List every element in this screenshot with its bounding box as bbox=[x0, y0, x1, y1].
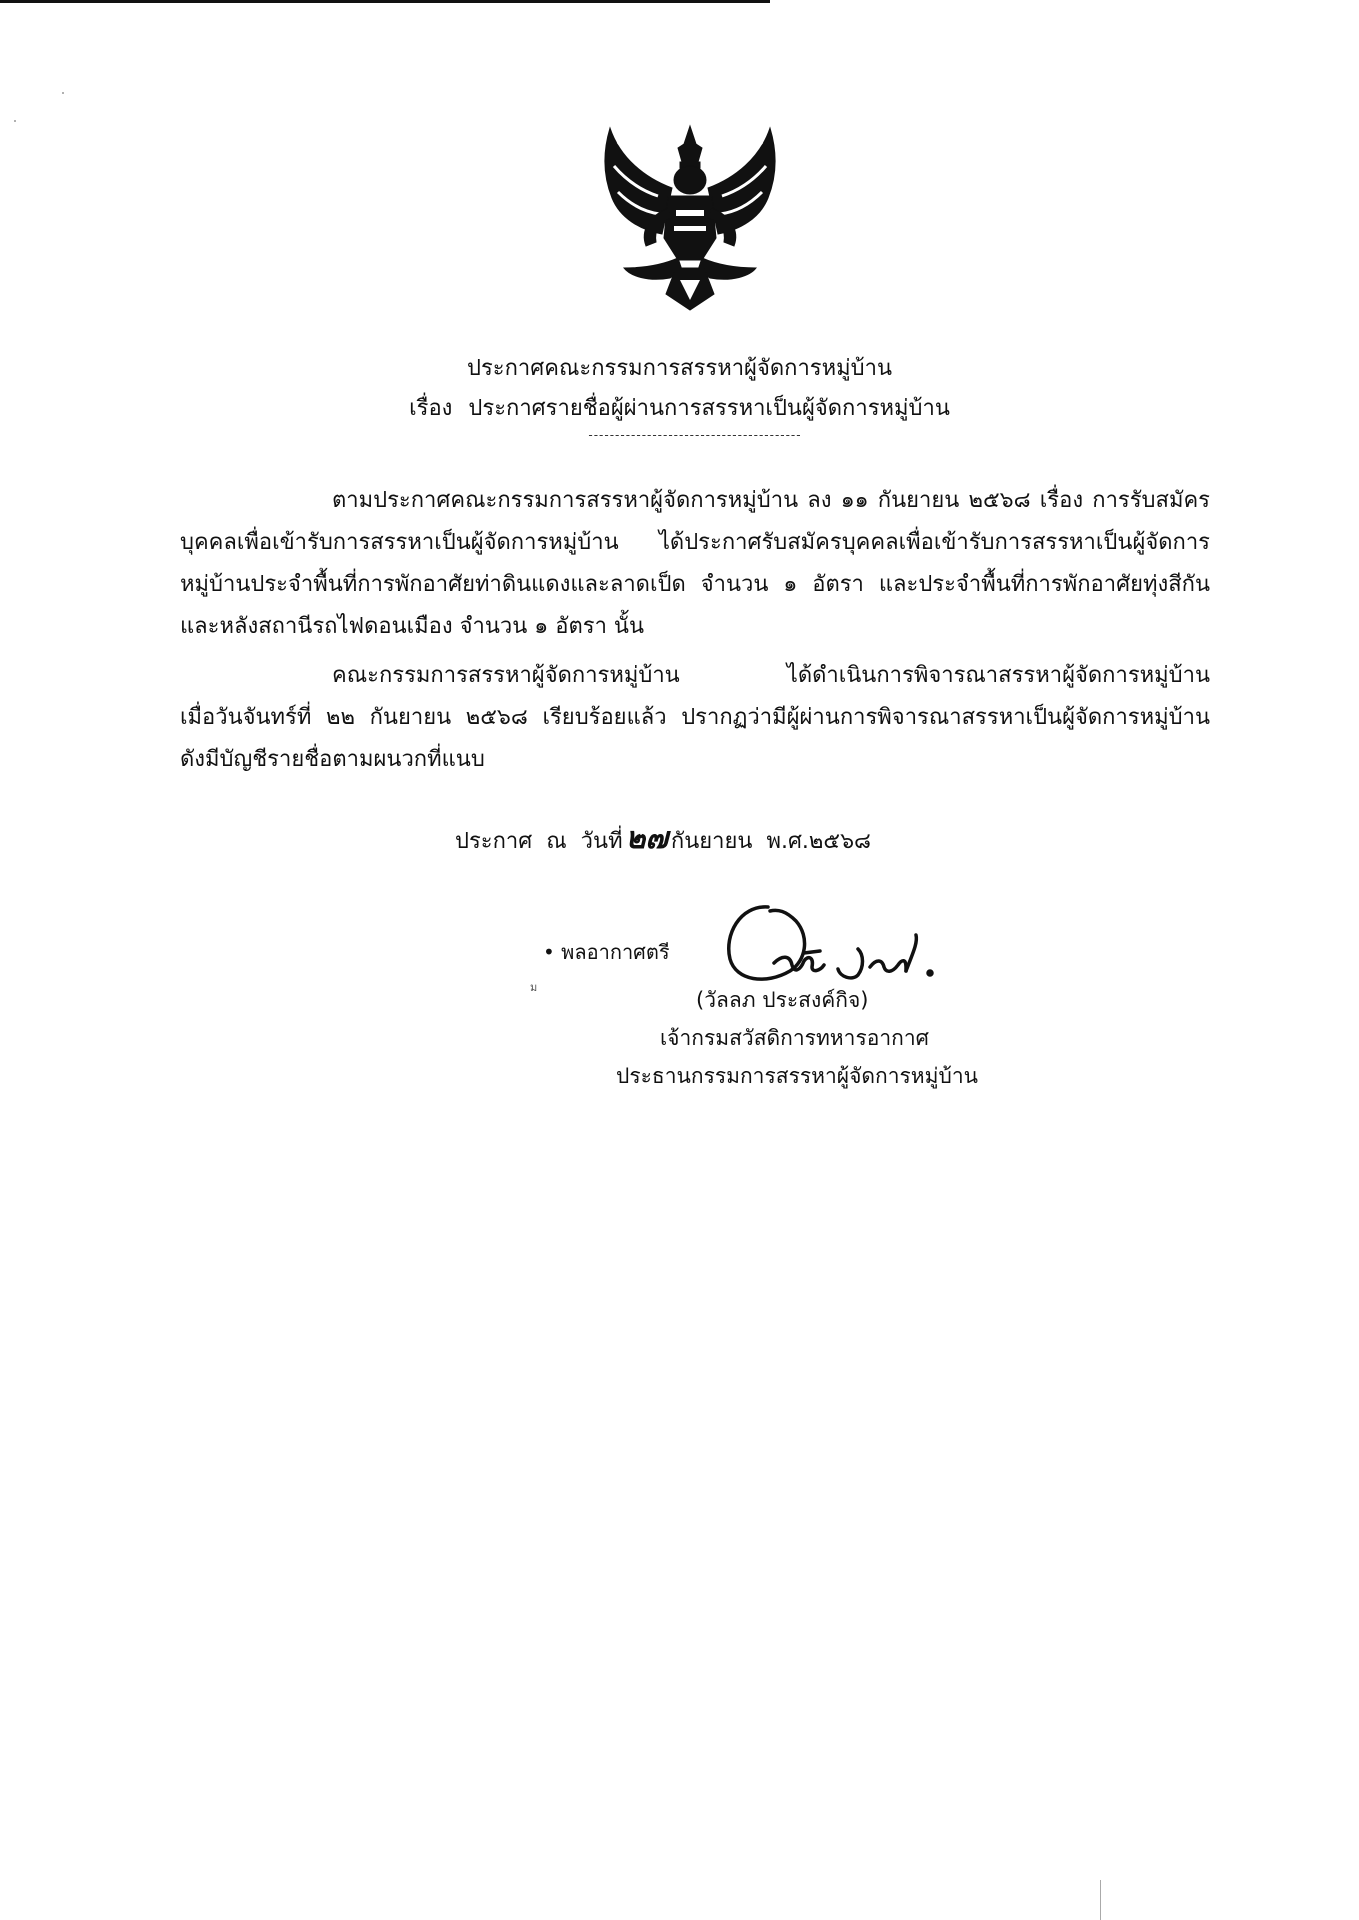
signatory-name: (วัลลภ ประสงค์กิจ) bbox=[696, 988, 869, 1012]
garuda-emblem-icon bbox=[590, 118, 790, 313]
paragraph-line: ดังมีบัญชีรายชื่อตามผนวกที่แนบ bbox=[180, 747, 485, 772]
paragraph-line: หมู่บ้านประจำพื้นที่การพักอาศัยท่าดินแดงและลาดเป็ด จำนวน ๑ อัตรา และประจำพื้นที่การพักอาศัยทุ่งสีกัน bbox=[180, 572, 1210, 597]
signatory-title: เจ้ากรมสวัสดิการทหารอากาศ bbox=[660, 1026, 929, 1050]
signatory-role: ประธานกรรมการสรรหาผู้จัดการหมู่บ้าน bbox=[616, 1064, 978, 1088]
scan-top-rule bbox=[0, 0, 770, 3]
date-at: ณ bbox=[546, 829, 567, 854]
body-paragraph-1 bbox=[180, 480, 1210, 648]
paragraph-line: และหลังสถานีรถไฟดอนเมือง จำนวน ๑ อัตรา นั้น bbox=[180, 614, 644, 639]
announcement-date-line bbox=[455, 815, 871, 862]
paragraph-line: ตามประกาศคณะกรรมการสรรหาผู้จัดการหมู่บ้าน ลง ๑๑ กันยายน ๒๕๖๘ เรื่อง การรับสมัคร bbox=[332, 488, 1210, 513]
scan-speck bbox=[62, 92, 64, 94]
announcement-subject-line bbox=[0, 390, 1359, 425]
date-day-label: วันที่ bbox=[580, 829, 623, 854]
date-year: พ.ศ.๒๕๖๘ bbox=[766, 829, 872, 854]
body-paragraph-2 bbox=[180, 655, 1210, 781]
stray-mark: ม bbox=[530, 981, 538, 994]
date-day-handwritten: ๒๗ bbox=[625, 821, 668, 856]
scan-edge-mark bbox=[1100, 1880, 1101, 1920]
announcement-issuer: ประกาศคณะกรรมการสรรหาผู้จัดการหมู่บ้าน bbox=[467, 356, 892, 381]
scan-speck bbox=[14, 120, 16, 122]
subject-label: เรื่อง bbox=[409, 396, 453, 421]
paragraph-line: เมื่อวันจันทร์ที่ ๒๒ กันยายน ๒๕๖๘ เรียบร้อยแล้ว ปรากฏว่ามีผู้ผ่านการพิจารณาสรรหาเป็นผู้จัดการหมู่บ้าน bbox=[180, 705, 1210, 730]
date-prefix: ประกาศ bbox=[455, 829, 533, 854]
signatory-rank: พลอากาศตรี bbox=[561, 940, 670, 964]
heading-divider: ---------------------------------------- bbox=[588, 428, 802, 440]
rank-mark: • bbox=[543, 940, 555, 964]
paragraph-line: บุคคลเพื่อเข้ารับการสรรหาเป็นผู้จัดการหมู่บ้าน ได้ประกาศรับสมัครบุคคลเพื่อเข้ารับการสรรหาเป็นผู้จัดการ bbox=[180, 530, 1210, 555]
paragraph-line: คณะกรรมการสรรหาผู้จัดการหมู่บ้าน ได้ดำเนินการพิจารณาสรรหาผู้จัดการหมู่บ้าน bbox=[332, 663, 1210, 688]
handwritten-signature bbox=[720, 885, 980, 995]
date-month: กันยายน bbox=[670, 829, 753, 854]
signatory-rank-line bbox=[543, 936, 670, 968]
announcement-subject: ประกาศรายชื่อผู้ผ่านการสรรหาเป็นผู้จัดการหมู่บ้าน bbox=[468, 396, 950, 421]
